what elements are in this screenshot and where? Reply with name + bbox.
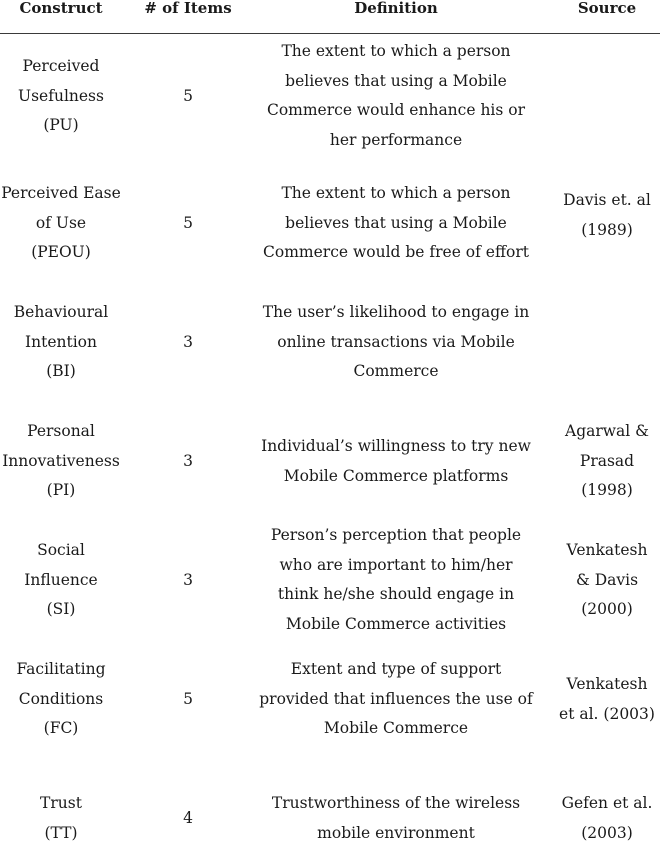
source-cell <box>551 536 663 625</box>
construct-line: Intention <box>25 332 97 351</box>
definition-cell <box>253 432 539 491</box>
construct-line: (BI) <box>46 362 76 381</box>
definition-line: Individual’s willingness to try new <box>261 437 531 455</box>
definition-line: The user’s likelihood to engage in <box>262 303 530 321</box>
header-construct: Construct <box>19 0 103 17</box>
source-line: Prasad <box>579 451 635 470</box>
construct-cell <box>0 417 122 506</box>
source-line: Gefen et al. <box>561 794 653 812</box>
construct-cell <box>0 52 122 141</box>
source-cell <box>551 670 663 729</box>
definition-cell <box>253 521 539 639</box>
construct-line: Personal <box>27 422 95 440</box>
construct-line: Social <box>37 541 85 559</box>
source-line: & Davis <box>575 570 639 589</box>
definition-cell <box>253 789 539 848</box>
definition-line: online transactions via Mobile <box>277 332 515 351</box>
items-cell: 5 <box>183 690 193 708</box>
definition-line: Trustworthiness of the wireless <box>271 794 521 812</box>
source-line: Agarwal & <box>565 422 649 440</box>
construct-line: (PI) <box>46 481 76 500</box>
definition-line: Commerce would enhance his or <box>266 101 526 120</box>
source-line: et al. (2003) <box>559 704 655 723</box>
items-cell: 3 <box>183 571 193 589</box>
header-rule <box>0 33 660 34</box>
definition-cell <box>253 655 539 744</box>
source-line: (2003) <box>581 823 633 842</box>
items-cell: 3 <box>183 333 193 351</box>
construct-line: Behavioural <box>13 303 109 321</box>
construct-line: (SI) <box>46 600 76 619</box>
construct-cell <box>0 179 122 268</box>
source-cell <box>551 186 663 245</box>
definition-line: Mobile Commerce activities <box>285 614 507 633</box>
definition-line: who are important to him/her <box>279 555 513 574</box>
source-cell <box>551 789 663 848</box>
construct-line: (PU) <box>43 116 79 135</box>
source-line: (1998) <box>581 481 633 500</box>
definition-line: Commerce would be free of effort <box>263 243 529 262</box>
definition-cell <box>253 298 539 387</box>
definition-line: believes that using a Mobile <box>285 213 507 232</box>
construct-cell <box>0 789 122 848</box>
definition-cell <box>253 179 539 268</box>
definition-line: believes that using a Mobile <box>285 71 507 90</box>
construct-cell <box>0 655 122 744</box>
definition-line: mobile environment <box>317 823 475 842</box>
construct-line: (TT) <box>44 823 78 842</box>
construct-line: Perceived <box>22 57 100 75</box>
definition-line: Person’s perception that people <box>270 526 522 544</box>
construct-line: Conditions <box>18 689 104 708</box>
definition-line: Mobile Commerce <box>323 719 469 738</box>
source-line: (1989) <box>581 220 633 239</box>
construct-line: Influence <box>24 570 98 589</box>
construct-line: Perceived Ease <box>1 184 121 202</box>
definition-line: The extent to which a person <box>281 184 511 202</box>
items-cell: 5 <box>183 214 193 232</box>
construct-line: Facilitating <box>16 660 106 678</box>
definition-line: The extent to which a person <box>281 42 511 60</box>
construct-line: of Use <box>35 213 87 232</box>
definition-line: think he/she should engage in <box>277 585 515 604</box>
construct-line: (FC) <box>43 719 79 738</box>
definition-line: Commerce <box>353 362 439 381</box>
source-line: Venkatesh <box>566 541 648 559</box>
header-definition: Definition <box>354 0 438 17</box>
source-line: Davis et. al <box>563 191 651 209</box>
header-source: Source <box>577 0 637 17</box>
items-cell: 3 <box>183 452 193 470</box>
source-cell <box>551 417 663 506</box>
construct-line: (PEOU) <box>31 243 91 262</box>
definition-line: Mobile Commerce platforms <box>283 466 509 485</box>
construct-cell <box>0 298 122 387</box>
definition-cell <box>253 37 539 155</box>
items-cell: 5 <box>183 87 193 105</box>
items-cell: 4 <box>183 809 193 827</box>
source-line: Venkatesh <box>566 675 648 693</box>
source-line: (2000) <box>581 600 633 619</box>
construct-cell <box>0 536 122 625</box>
definition-line: Extent and type of support <box>290 660 502 678</box>
construct-line: Trust <box>40 794 82 812</box>
construct-line: Innovativeness <box>2 451 120 470</box>
header-items: # of Items <box>144 0 232 17</box>
construct-line: Usefulness <box>18 86 104 105</box>
definition-line: her performance <box>329 130 463 149</box>
definition-line: provided that influences the use of <box>259 689 533 708</box>
